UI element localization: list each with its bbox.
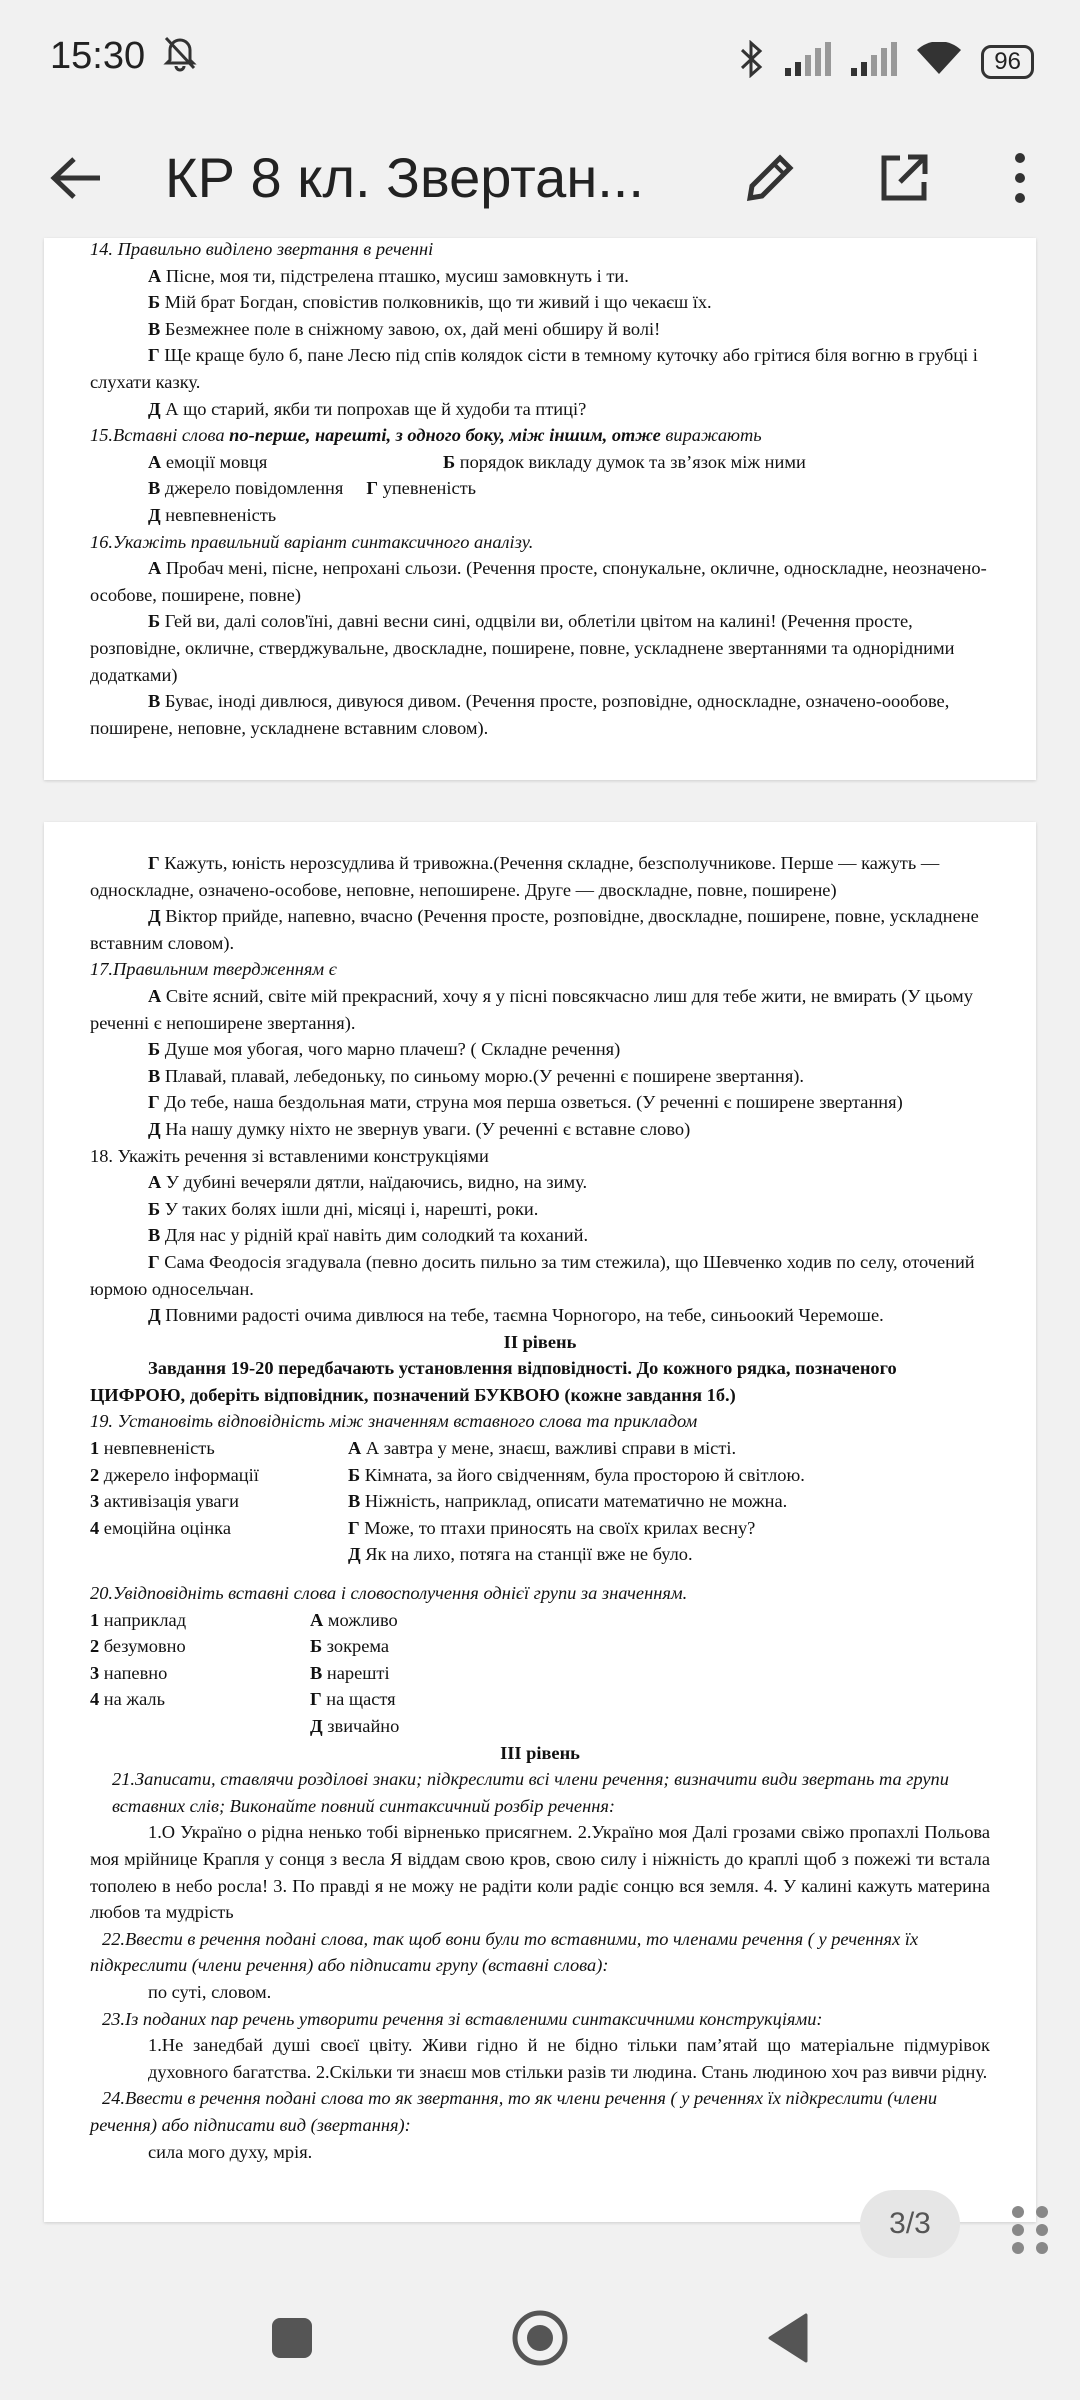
match-key: 1 bbox=[90, 1438, 100, 1459]
text-content: 18. Укажіть речення зі вставленими конструкціями bbox=[90, 1145, 489, 1166]
page-indicator: 3/3 bbox=[860, 2190, 960, 2258]
match-item bbox=[310, 1686, 990, 1713]
option-letter: А bbox=[148, 558, 162, 579]
text-content: Душе моя убогая, чого марно плачеш? ( Складне речення) bbox=[160, 1039, 621, 1060]
text-line bbox=[90, 903, 990, 956]
match-text: на жаль bbox=[99, 1689, 165, 1710]
status-time: 15:30 bbox=[50, 34, 198, 82]
text-line bbox=[90, 263, 990, 290]
text-content: 17.Правильним твердженням є bbox=[90, 959, 337, 980]
page-content bbox=[90, 850, 990, 2165]
match-text: активізація уваги bbox=[99, 1491, 239, 1512]
text-line bbox=[90, 850, 990, 903]
back-button[interactable] bbox=[40, 142, 112, 214]
match-key: 4 bbox=[90, 1517, 100, 1538]
match-key: А bbox=[348, 1438, 362, 1459]
signal-icon bbox=[785, 42, 831, 81]
text-content: Гей ви, далі солов'їні, давні весни сині, одцвіли ви, облетіли цвітом на калині! (Речення просте, розповідне, окличне, стверджувальне, двоскладне, поширене, повне, ускладнене звертаннями та однорідними додатками) bbox=[90, 611, 955, 685]
more-options-button[interactable] bbox=[984, 142, 1056, 214]
match-text: Може, то птахи приносять на своїх крилах весну? bbox=[359, 1517, 756, 1538]
text-content: Мій брат Богдан, сповістив полковників, що ти живий і що чекаєш їх. bbox=[160, 292, 712, 313]
recents-button[interactable] bbox=[262, 2308, 322, 2368]
match-item bbox=[90, 1462, 348, 1489]
option-letter: Б bbox=[148, 1039, 161, 1060]
open-external-button[interactable] bbox=[868, 142, 940, 214]
text-content: Сама Феодосія згадувала (певно досить пильно за тим стежила), що Шевченко ходив по селу, оточений юрмою односельчан. bbox=[90, 1251, 975, 1299]
match-text: зокрема bbox=[322, 1636, 390, 1657]
match-item bbox=[310, 1660, 990, 1687]
square-icon bbox=[270, 2316, 314, 2360]
match-key: 4 bbox=[90, 1689, 100, 1710]
drag-handle-icon bbox=[1010, 2204, 1050, 2256]
match-item bbox=[348, 1488, 990, 1515]
question-23-text: 1.Не занедбай душі своєї цвіту. Живи гідно й не бідно тільки пам’ятай що матеріальне підмурівок духовного багатства. 2.Скільки ти знаєш мов стільки разів ти людина. Стань людиною хоч раз вивчи рідну. bbox=[148, 2035, 990, 2082]
text-line bbox=[90, 608, 990, 688]
match-text: джерело інформації bbox=[99, 1464, 259, 1485]
match-text: Кімната, за його свідченням, була просторою й світлою. bbox=[360, 1464, 805, 1485]
match-key: Г bbox=[310, 1689, 322, 1710]
match-key: 2 bbox=[90, 1636, 100, 1657]
document-title: КР 8 кл. Звертан... bbox=[165, 146, 644, 209]
text-line bbox=[90, 529, 990, 556]
match-key: Г bbox=[348, 1517, 360, 1538]
text-content: Плавай, плавай, лебедоньку, по синьому морю.(У реченні є поширене звертання). bbox=[160, 1065, 805, 1086]
option-letter: Б bbox=[148, 611, 161, 632]
question-24-text: сила мого духу, мрія. bbox=[148, 2141, 313, 2162]
document-page-2 bbox=[44, 238, 1036, 780]
match-item bbox=[348, 1435, 990, 1462]
question-21: 21.Записати, ставлячи розділові знаки; підкреслити всі члени речення; визначити види звертань та групи вставних слів; Виконайте повний синтаксичний розбір речення: bbox=[112, 1769, 949, 1816]
text-line bbox=[90, 1063, 990, 1090]
document-page-3 bbox=[44, 822, 1036, 2222]
q20-match bbox=[90, 1607, 990, 1740]
option-letter: В bbox=[148, 318, 161, 339]
match-text: наприклад bbox=[99, 1609, 187, 1630]
open-in-new-icon bbox=[878, 152, 930, 204]
bluetooth-icon bbox=[739, 40, 765, 83]
question-22-text: по суті, словом. bbox=[148, 1981, 272, 2002]
match-text: емоційна оцінка bbox=[99, 1517, 231, 1538]
q15-options bbox=[90, 449, 990, 476]
text-line bbox=[90, 1116, 990, 1143]
question-24: 24.Ввести в речення подані слова то як звертання, то як члени речення ( у реченнях їх підкреслити (члени речення) або підписати вид (звертання): bbox=[90, 2088, 938, 2135]
match-text: на щастя bbox=[321, 1689, 396, 1710]
text-line bbox=[90, 342, 990, 395]
text-line bbox=[90, 555, 990, 608]
text-line bbox=[90, 1143, 990, 1170]
text-content: А що старий, якби ти попрохав ще й худоби та птиці? bbox=[160, 398, 587, 419]
text-line bbox=[90, 1196, 990, 1223]
option-letter: Г bbox=[148, 853, 160, 873]
match-item bbox=[90, 1435, 348, 1462]
option-letter: А bbox=[148, 265, 162, 286]
page-content bbox=[90, 238, 990, 741]
text-content: Віктор прийде, напевно, вчасно (Речення просте, розповідне, двоскладне, поширене, повне, ускладнене вставним словом). bbox=[90, 906, 979, 953]
pencil-icon bbox=[744, 152, 796, 204]
match-key: 3 bbox=[90, 1662, 100, 1683]
level-2-heading: ІІ рівень bbox=[503, 1331, 577, 1352]
text-line bbox=[90, 956, 990, 983]
text-line bbox=[90, 316, 990, 343]
q19-match bbox=[90, 1435, 990, 1568]
home-button[interactable] bbox=[510, 2308, 570, 2368]
match-item bbox=[348, 1462, 990, 1489]
match-item bbox=[348, 1515, 990, 1542]
match-key: Д bbox=[310, 1716, 323, 1736]
text-line bbox=[90, 396, 990, 423]
text-content: Світе ясний, світе мій прекрасний, хочу я у пісні повсякчасно лиш для тебе жити, не вмирать (У цьому реченні є непоширене звертання). bbox=[90, 985, 973, 1033]
match-item bbox=[348, 1541, 990, 1568]
text-content: До тебе, наша бездольная мати, струна моя перша озветься. (У реченні є поширене звертання) bbox=[159, 1092, 903, 1113]
match-item bbox=[310, 1633, 990, 1660]
match-item bbox=[90, 1607, 310, 1634]
match-key: В bbox=[348, 1491, 361, 1512]
battery-indicator: 96 bbox=[981, 45, 1034, 79]
option-letter: В bbox=[148, 691, 161, 712]
option-letter: Г bbox=[148, 345, 160, 366]
text-content: 14. Правильно виділено звертання в реченні bbox=[90, 239, 434, 259]
match-item bbox=[90, 1660, 310, 1687]
level-3-heading: ІІІ рівень bbox=[500, 1742, 580, 1763]
match-text: нарешті bbox=[322, 1662, 390, 1683]
match-text: напевно bbox=[99, 1662, 168, 1683]
question-22: 22.Ввести в речення подані слова, так щоб вони були то вставними, то членами речення ( у реченнях їх підкреслити (члени речення) або підписати групу (вставні слова): bbox=[90, 1928, 919, 1976]
question-23: 23.Із поданих пар речень утворити речення зі вставленими синтаксичними конструкціями: bbox=[102, 2008, 823, 2029]
match-text: невпевненість bbox=[99, 1438, 215, 1459]
match-item bbox=[90, 1633, 310, 1660]
text-line bbox=[90, 289, 990, 316]
option-letter: В bbox=[148, 1225, 161, 1246]
match-text: можливо bbox=[323, 1609, 398, 1630]
app-toolbar bbox=[0, 120, 1080, 238]
text-line bbox=[90, 688, 990, 741]
text-content: Для нас у рідній краї навіть дим солодкий та коханий. bbox=[160, 1225, 589, 1246]
text-line bbox=[90, 1089, 990, 1116]
match-item bbox=[310, 1607, 990, 1634]
match-text: Ніжність, наприклад, описати математично не можна. bbox=[360, 1491, 788, 1512]
option-letter: Д bbox=[148, 906, 161, 927]
option-letter: А bbox=[148, 1172, 162, 1193]
option-letter: В bbox=[148, 1065, 161, 1086]
match-item bbox=[90, 1515, 348, 1542]
option-letter: Д bbox=[148, 398, 161, 419]
signal-icon-2 bbox=[851, 42, 897, 81]
wifi-icon bbox=[917, 42, 961, 81]
system-nav-bar bbox=[0, 2270, 1080, 2400]
status-bar bbox=[0, 0, 1080, 120]
match-key: Б bbox=[348, 1464, 361, 1485]
text-content: Буває, іноді дивлюся, дивуюся дивом. (Речення просте, розповідне, односкладне, означено-оообове, поширене, неповне, ускладнене вставним словом). bbox=[90, 691, 950, 738]
match-item bbox=[90, 1686, 310, 1713]
match-text: Як на лихо, потяга на станції вже не було. bbox=[360, 1544, 693, 1565]
text-line bbox=[90, 1036, 990, 1063]
home-circle-icon bbox=[511, 2309, 569, 2367]
q15-option-b: Б порядок викладу думок та зв’язок між ними bbox=[443, 451, 806, 472]
text-line bbox=[90, 1302, 990, 1329]
option-letter: Б bbox=[148, 292, 161, 313]
text-content: Безмежнее поле в сніжному завою, ох, дай мені обширу й волі! bbox=[160, 318, 661, 339]
match-key: 1 bbox=[90, 1609, 100, 1630]
muted-bell-icon bbox=[162, 34, 198, 82]
option-letter: Г bbox=[148, 1251, 160, 1272]
option-letter: Д bbox=[148, 1305, 161, 1326]
text-line bbox=[90, 1249, 990, 1302]
option-letter: Г bbox=[148, 1092, 160, 1113]
text-line bbox=[90, 983, 990, 1036]
match-key: Б bbox=[310, 1636, 323, 1657]
text-content: Ще краще було б, пане Лесю під спів колядок сісти в темному куточку або грітися біля вогню в грубці і слухати казку. bbox=[90, 345, 978, 392]
match-text: безумовно bbox=[99, 1636, 186, 1657]
question-19: 19. Установіть відповідність між значенням вставного слова та прикладом bbox=[90, 1411, 698, 1432]
match-key: 2 bbox=[90, 1464, 100, 1485]
back-nav-button[interactable] bbox=[758, 2308, 818, 2368]
match-item bbox=[310, 1713, 990, 1740]
match-key: В bbox=[310, 1662, 323, 1683]
edit-button[interactable] bbox=[734, 142, 806, 214]
match-item bbox=[90, 1488, 348, 1515]
text-content: Повними радості очима дивлюся на тебе, таємна Чорногоро, на тебе, синьоокий Черемоше. bbox=[160, 1305, 884, 1326]
match-text: звичайно bbox=[322, 1716, 400, 1736]
more-vert-icon bbox=[1012, 152, 1028, 204]
q15-options-row2: В джерело повідомлення Г упевненість bbox=[148, 478, 477, 499]
option-letter: А bbox=[148, 985, 162, 1006]
option-letter: Б bbox=[148, 1198, 161, 1219]
text-content: 16.Укажіть правильний варіант синтаксичного аналізу. bbox=[90, 531, 534, 552]
option-letter: Д bbox=[148, 1118, 161, 1139]
text-content: Пробач мені, пісне, непрохані сльози. (Речення просте, спонукальне, окличне, односкладне, неозначено-особове, поширене, повне) bbox=[90, 558, 987, 605]
text-content: Пісне, моя ти, підстрелена пташко, мусиш замовкнуть і ти. bbox=[161, 265, 629, 286]
triangle-back-icon bbox=[766, 2313, 810, 2363]
question-21-text: 1.О Україно о рідна ненько тобі вірненько присягнем. 2.Україно моя Далі грозами свіжо пропахлі Польова моя мрійнице Крапля у сонця з весла Я віддам свою кров, свою силу і ніжність до краплі щоб з пожежі ти встала тополею в небо росла! 3. По правді я не можу не радіти коли радіє сонцю вся земля. 4. У калині кажуть материна любов та мудрість bbox=[90, 1822, 990, 1923]
question-20: 20.Увідповідніть вставні слова і словосполучення однієї групи за значенням. bbox=[90, 1583, 688, 1604]
scroll-handle[interactable] bbox=[1010, 2204, 1050, 2261]
match-key: 3 bbox=[90, 1491, 100, 1512]
q15-option-a: А емоції мовця bbox=[148, 451, 268, 472]
text-line bbox=[90, 1222, 990, 1249]
match-text: А завтра у мене, знаєш, важливі справи в місті. bbox=[361, 1438, 737, 1459]
task-note: Завдання 19-20 передбачають установлення відповідності. До кожного рядка, позначеного ЦИФРОЮ, доберіть відповідник, позначений БУКВОЮ (кожне завдання 1б.) bbox=[90, 1358, 897, 1405]
text-content: На нашу думку ніхто не звернув уваги. (У реченні є вставне слово) bbox=[160, 1118, 691, 1139]
arrow-left-icon bbox=[50, 156, 102, 200]
text-content: У таких болях ішли дні, місяці і, нарешті, роки. bbox=[160, 1198, 539, 1219]
match-key: А bbox=[310, 1609, 324, 1630]
question-15: 15.Вставні слова по-перше, нарешті, з одного боку, між іншим, отже виражають bbox=[90, 425, 762, 446]
match-key: Д bbox=[348, 1544, 361, 1565]
text-line bbox=[90, 238, 990, 263]
text-content: Кажуть, юність нерозсудлива й тривожна.(Речення складне, безсполучникове. Перше — кажуть — односкладне, означено-особове, неповне, непоширене. Друге — двоскладне, повне, поширене) bbox=[90, 853, 940, 900]
text-content: У дубині вечеряли дятли, наїдаючись, видно, на зиму. bbox=[161, 1172, 588, 1193]
q15-option-e: Д невпевненість bbox=[148, 504, 277, 525]
text-line bbox=[90, 1169, 990, 1196]
